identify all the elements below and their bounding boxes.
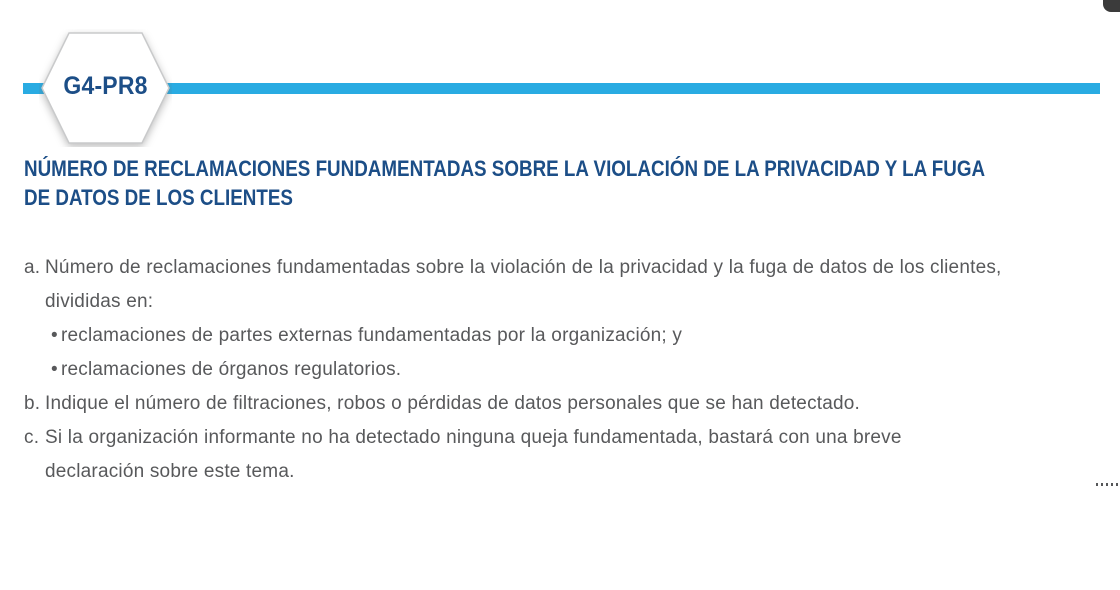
bullet-icon: • [51, 359, 58, 380]
list-item-c [0, 421, 1120, 455]
accent-rule [23, 83, 1100, 94]
indicator-badge-label: G4-PR8 [63, 71, 148, 100]
bullet-item-1-text: reclamaciones de partes externas fundamentadas por la organización; y [61, 325, 683, 346]
list-item-b-marker: b. [24, 393, 41, 414]
indicator-body [0, 251, 1120, 489]
list-item-a-marker: a. [24, 257, 41, 278]
indicator-title-line-2: DE DATOS DE LOS CLIENTES [24, 185, 293, 210]
list-item-a-text: Número de reclamaciones fundamentadas sobre la violación de la privacidad y la fuga de datos de los clientes, [45, 257, 1002, 278]
list-item-c-marker: c. [24, 427, 40, 448]
dotted-leader [1096, 483, 1120, 486]
bullet-icon: • [51, 325, 58, 346]
list-item-a-continuation [0, 285, 1120, 319]
indicator-title-line-1: NÚMERO DE RECLAMACIONES FUNDAMENTADAS SOBRE LA VIOLACIÓN DE LA PRIVACIDAD Y LA FUGA [24, 156, 986, 181]
page-corner-marker [1103, 0, 1120, 12]
list-item-c-text: Si la organización informante no ha detectado ninguna queja fundamentada, bastará con una breve [45, 427, 902, 448]
indicator-badge [39, 29, 172, 147]
bullet-item-2 [0, 353, 1120, 387]
bullet-item-1 [0, 319, 1120, 353]
list-item-a [0, 251, 1120, 285]
bullet-item-2-text: reclamaciones de órganos regulatorios. [61, 359, 402, 380]
list-item-b [0, 387, 1120, 421]
list-item-b-text: Indique el número de filtraciones, robos o pérdidas de datos personales que se han detectado. [45, 393, 861, 414]
indicator-title [24, 154, 1120, 212]
list-item-c-text-2: declaración sobre este tema. [45, 461, 295, 482]
list-item-a-text-2: divididas en: [45, 291, 154, 312]
list-item-c-continuation [0, 455, 1120, 489]
